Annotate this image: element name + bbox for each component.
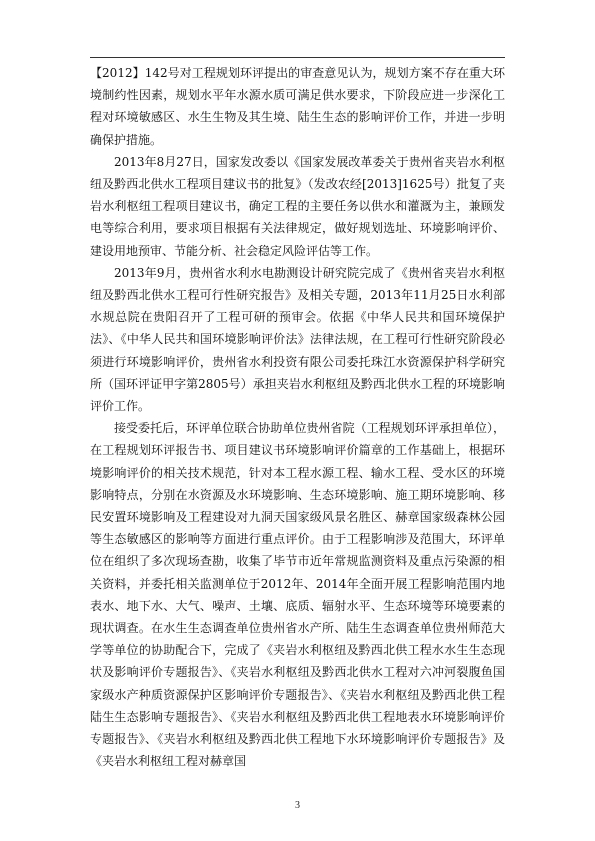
header-rule <box>90 57 505 58</box>
paragraph: 【2012】142号对工程规划环评提出的审查意见认为，规划方案不存在重大环境制约性因素，规划水平年水源水质可满足供水要求，下阶段应进一步深化工程对环境敏感区、水生生物及其生境、陆生生态的影响评价工作，并进一步明确保护措施。 <box>90 66 505 147</box>
body-text <box>90 62 505 773</box>
paragraph: 2013年8月27日，国家发改委以《国家发展改革委关于贵州省夹岩水利枢纽及黔西北供水工程项目建议书的批复》（发改农经[2013]1625号）批复了夹岩水利枢纽工程项目建议书，确定工程的主要任务以供水和灌溉为主，兼顾发电等综合利用，要求项目根据有关法律规定，做好规划选址、环境影响评价、建设用地预审、节能分析、社会稳定风险评估等工作。 <box>90 154 505 258</box>
paragraph: 接受委托后，环评单位联合协助单位贵州省院（工程规划环评承担单位），在工程规划环评报告书、项目建议书环境影响评价篇章的工作基础上，根据环境影响评价的相关技术规范，针对本工程水源工程、输水工程、受水区的环境影响特点，分别在水资源及水环境影响、生态环境影响、施工期环境影响、移民安置环境影响及工程建设对九洞天国家级风景名胜区、赫章国家级森林公园等生态敏感区的影响等方面进行重点评价。由于工程影响涉及范围大，环评单位在组织了多次现场查勘，收集了毕节市近年常规监测资料及重点污染源的相关资料，并委托相关监测单位于2012年、2014年全面开展工程影响范围内地表水、地下水、大气、噪声、土壤、底质、辐射水平、生态环境等环境要素的现状调查。在水生生态调查单位贵州省水产所、陆生生态调查单位贵州师范大学等单位的协助配合下，完成了《夹岩水利枢纽及黔西北供工程水水生生态现状及影响评价专题报告》、《夹岩水利枢纽及黔西北供水工程对六冲河裂腹鱼国家级水产种质资源保护区影响评价专题报告》、《夹岩水利枢纽及黔西北供工程陆生生态影响专题报告》、《夹岩水利枢纽及黔西北供工程地表水环境影响评价专题报告》、《夹岩水利枢纽及黔西北供工程地下水环境影响评价专题报告》及《夹岩水利枢纽工程对赫章国 <box>90 421 505 769</box>
page-number: 3 <box>295 800 300 811</box>
paragraph: 2013年9月，贵州省水利水电勘测设计研究院完成了《贵州省夹岩水利枢纽及黔西北供水工程可行性研究报告》及相关专题，2013年11月25日水利部水规总院在贵阳召开了工程可研的预审会。依据《中华人民共和国环境保护法》、《中华人民共和国环境影响评价法》法律法规，在工程可行性研究阶段必须进行环境影响评价，贵州省水利投资有限公司委托珠江水资源保护科学研究所（国环评证甲字第2805号）承担夹岩水利枢纽及黔西北供水工程的环境影响评价工作。 <box>90 265 505 414</box>
